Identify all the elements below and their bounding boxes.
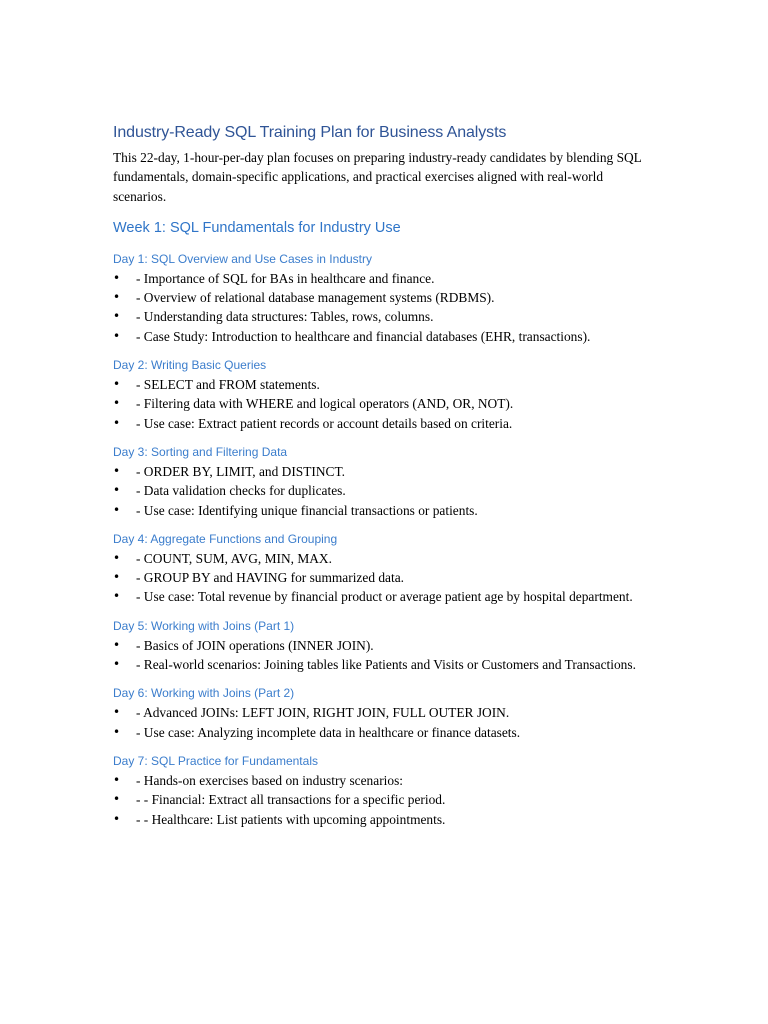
- list-item: [113, 703, 653, 722]
- list-item: [113, 327, 653, 346]
- bullet-icon: •: [113, 328, 121, 343]
- list-item: [113, 394, 653, 413]
- list-item: [113, 810, 653, 829]
- list-item: [113, 790, 653, 809]
- bullet-icon: •: [113, 792, 121, 807]
- list-item-text: - Basics of JOIN operations (INNER JOIN).: [136, 637, 374, 653]
- list-item: [113, 269, 653, 288]
- list-item-text: - Understanding data structures: Tables, rows, columns.: [136, 309, 434, 325]
- document-title: Industry-Ready SQL Training Plan for Business Analysts: [113, 124, 507, 141]
- bullet-list: [113, 549, 653, 607]
- list-item: [113, 549, 653, 568]
- bullet-list: [113, 636, 653, 675]
- intro-paragraph: This 22-day, 1-hour-per-day plan focuses on preparing industry-ready candidates by blending SQL fundamentals, domain-specific applications, and practical exercises aligned with real-world scenarios.: [113, 150, 642, 204]
- list-item: [113, 655, 653, 674]
- bullet-icon: •: [113, 415, 121, 430]
- bullet-icon: •: [113, 589, 121, 604]
- list-item-text: - SELECT and FROM statements.: [136, 377, 320, 393]
- list-item-text: - - Healthcare: List patients with upcoming appointments.: [136, 811, 446, 827]
- list-item: [113, 636, 653, 655]
- list-item-text: - Use case: Identifying unique financial transactions or patients.: [136, 502, 478, 518]
- day-heading: Day 4: Aggregate Functions and Grouping: [113, 531, 338, 546]
- list-item-text: - Advanced JOINs: LEFT JOIN, RIGHT JOIN, FULL OUTER JOIN.: [136, 705, 510, 721]
- list-item: [113, 414, 653, 433]
- bullet-icon: •: [113, 270, 121, 285]
- bullet-icon: •: [113, 772, 121, 787]
- week-1-heading: Week 1: SQL Fundamentals for Industry Use: [113, 219, 401, 236]
- bullet-list: [113, 375, 653, 433]
- day-section: [113, 685, 653, 742]
- bullet-icon: •: [113, 483, 121, 498]
- list-item-text: - ORDER BY, LIMIT, and DISTINCT.: [136, 463, 346, 479]
- bullet-icon: •: [113, 724, 121, 739]
- days-container: [113, 251, 653, 829]
- list-item-text: - - Financial: Extract all transactions for a specific period.: [136, 792, 446, 808]
- list-item-text: - Use case: Extract patient records or account details based on criteria.: [136, 415, 513, 431]
- list-item-text: - COUNT, SUM, AVG, MIN, MAX.: [136, 550, 332, 566]
- list-item-text: - Use case: Analyzing incomplete data in healthcare or finance datasets.: [136, 724, 521, 740]
- list-item-text: - Use case: Total revenue by financial product or average patient age by hospital department.: [136, 589, 633, 605]
- list-item-text: - Case Study: Introduction to healthcare and financial databases (EHR, transactions).: [136, 328, 591, 344]
- day-heading: Day 1: SQL Overview and Use Cases in Industry: [113, 251, 372, 266]
- day-section: [113, 357, 653, 433]
- list-item: [113, 375, 653, 394]
- bullet-icon: •: [113, 550, 121, 565]
- list-item: [113, 587, 653, 606]
- list-item-text: - Real-world scenarios: Joining tables like Patients and Visits or Customers and Transactions.: [136, 657, 636, 673]
- list-item: [113, 462, 653, 481]
- list-item: [113, 723, 653, 742]
- list-item-text: - GROUP BY and HAVING for summarized data.: [136, 570, 405, 586]
- bullet-icon: •: [113, 657, 121, 672]
- bullet-list: [113, 771, 653, 829]
- list-item-text: - Hands-on exercises based on industry scenarios:: [136, 772, 403, 788]
- list-item-text: - Data validation checks for duplicates.: [136, 483, 346, 499]
- bullet-list: [113, 269, 653, 346]
- list-item-text: - Importance of SQL for BAs in healthcare and finance.: [136, 270, 435, 286]
- list-item: [113, 501, 653, 520]
- bullet-icon: •: [113, 463, 121, 478]
- bullet-list: [113, 703, 653, 742]
- list-item: [113, 481, 653, 500]
- day-heading: Day 2: Writing Basic Queries: [113, 358, 267, 373]
- day-section: [113, 618, 653, 675]
- bullet-icon: •: [113, 502, 121, 517]
- day-section: [113, 531, 653, 607]
- day-heading: Day 7: SQL Practice for Fundamentals: [113, 753, 318, 768]
- bullet-icon: •: [113, 290, 121, 305]
- list-item-text: - Overview of relational database management systems (RDBMS).: [136, 290, 495, 306]
- day-heading: Day 5: Working with Joins (Part 1): [113, 618, 295, 633]
- bullet-icon: •: [113, 396, 121, 411]
- day-section: [113, 444, 653, 520]
- day-heading: Day 6: Working with Joins (Part 2): [113, 686, 295, 701]
- list-item-text: - Filtering data with WHERE and logical operators (AND, OR, NOT).: [136, 396, 514, 412]
- day-heading: Day 3: Sorting and Filtering Data: [113, 444, 288, 459]
- bullet-icon: •: [113, 570, 121, 585]
- bullet-icon: •: [113, 637, 121, 652]
- document-page: [113, 124, 653, 840]
- list-item: [113, 288, 653, 307]
- bullet-icon: •: [113, 705, 121, 720]
- day-section: [113, 251, 653, 346]
- day-section: [113, 753, 653, 829]
- bullet-icon: •: [113, 377, 121, 392]
- list-item: [113, 568, 653, 587]
- list-item: [113, 771, 653, 790]
- bullet-list: [113, 462, 653, 520]
- bullet-icon: •: [113, 811, 121, 826]
- list-item: [113, 307, 653, 326]
- bullet-icon: •: [113, 309, 121, 324]
